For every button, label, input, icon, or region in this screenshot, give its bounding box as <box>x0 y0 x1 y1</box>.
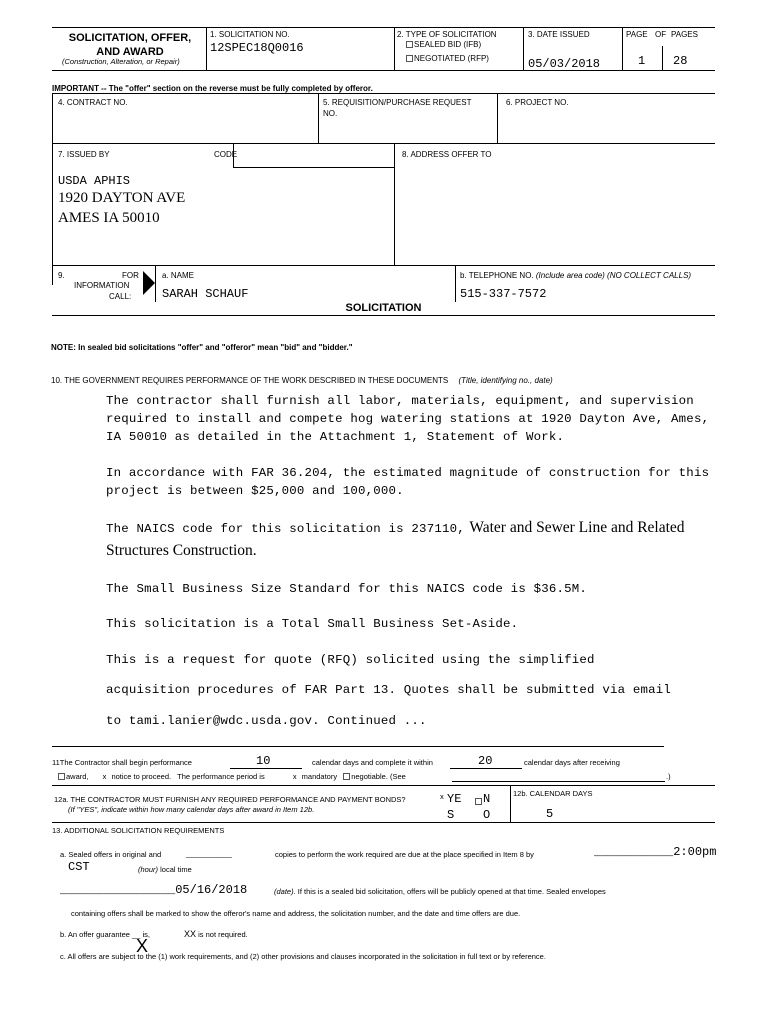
negotiated-checkbox[interactable] <box>406 55 413 62</box>
provisions-text: c. All offers are subject to the (1) work requirements, and (2) other provisions and clauses incorporated in the solicitation in full text or by reference. <box>60 952 546 961</box>
date-issued-label: 3. DATE ISSUED <box>528 30 590 39</box>
of-label: OF <box>655 30 667 39</box>
guarantee-blank: __ <box>132 930 141 939</box>
hour-label <box>138 865 192 874</box>
issuer-city: AMES IA 50010 <box>58 210 160 226</box>
date-issued-value: 05/03/2018 <box>528 57 601 71</box>
sealed-bid-option[interactable] <box>406 40 481 49</box>
due-date <box>60 883 247 897</box>
local-time-label: local time <box>160 865 192 874</box>
naics-paragraph <box>106 519 685 538</box>
no-label-2: O <box>483 808 491 822</box>
requisition-label-line2: NO. <box>323 109 338 118</box>
bonds-instruction: (If "YES", indicate within how many calendar days after award in Item 12b. <box>68 805 315 814</box>
due-time-blank: ___________ <box>594 845 674 859</box>
due-time-value: 2:00pm <box>673 845 717 859</box>
bonds-question: 12a. THE CONTRACTOR MUST FURNISH ANY REQUIRED PERFORMANCE AND PAYMENT BONDS? <box>54 795 406 804</box>
negotiable-checkbox[interactable] <box>343 773 350 780</box>
no-option[interactable] <box>475 791 483 809</box>
item11-text-a: 11The Contractor shall begin performance <box>52 758 192 767</box>
magnitude-line1: In accordance with FAR 36.204, the estimated magnitude of construction for this <box>106 466 710 480</box>
mandatory-x-mark: x <box>292 772 297 781</box>
page-number: 1 <box>638 54 646 68</box>
form-title <box>54 31 206 59</box>
important-notice: IMPORTANT -- The "offer" section on the reverse must be fully completed by offeror. <box>52 84 373 93</box>
yes-label-1: YE <box>447 792 462 806</box>
negotiated-option[interactable] <box>406 54 489 63</box>
item10-label-note: (Title, identifying no., date) <box>458 376 553 385</box>
telephone-label <box>460 271 691 280</box>
issuer-name: USDA APHIS <box>58 174 131 188</box>
telephone-label-main: b. TELEPHONE NO. <box>460 271 534 280</box>
item10-label-text: 10. THE GOVERNMENT REQUIRES PERFORMANCE OF THE WORK DESCRIBED IN THESE DOCUMENTS <box>51 376 449 385</box>
opening-text <box>274 887 606 896</box>
requisition-label-line1: 5. REQUISITION/PURCHASE REQUEST <box>323 98 472 107</box>
sealed-bid-label: SEALED BID (IFB) <box>414 40 482 49</box>
form-title-line1: SOLICITATION, OFFER, <box>68 32 192 44</box>
calendar-days-label: 12b. CALENDAR DAYS <box>513 789 593 798</box>
sealed-offers-text: a. Sealed offers in original and <box>60 850 162 859</box>
issued-by-label: 7. ISSUED BY <box>58 150 110 159</box>
calendar-days-value: 5 <box>546 807 554 821</box>
contact-name-label: a. NAME <box>162 271 195 280</box>
set-aside-paragraph: This solicitation is a Total Small Business Set-Aside. <box>106 617 519 631</box>
scope-paragraph <box>106 392 709 446</box>
for-label: FOR <box>122 271 139 280</box>
call-label: CALL: <box>109 292 132 301</box>
no-label-1: N <box>483 792 491 806</box>
item11-text-b: calendar days and complete it within <box>312 758 433 767</box>
sealed-bid-note: NOTE: In sealed bid solicitations "offer" and "offeror" mean "bid" and "bidder." <box>51 343 353 352</box>
sealed-bid-checkbox[interactable] <box>406 41 413 48</box>
pages-label: PAGES <box>671 30 698 39</box>
notice-label: notice to proceed. <box>111 772 172 781</box>
rfq-line2: acquisition procedures of FAR Part 13. Quotes shall be submitted via email <box>106 683 672 697</box>
magnitude-line2: project is between $25,000 and 100,000. <box>106 484 404 498</box>
information-label: INFORMATION <box>74 281 130 290</box>
guarantee-not-text: is not required. <box>198 930 248 939</box>
naics-line1-text: The NAICS code for this solicitation is 237110, <box>106 522 465 536</box>
envelope-text: containing offers shall be marked to show the offeror's name and address, the solicitation number, and the date and time offers are due. <box>71 909 521 918</box>
code-label: CODE <box>214 150 238 159</box>
no-label <box>483 791 490 823</box>
requisition-label <box>323 98 471 118</box>
rfq-line3: to tami.lanier@wdc.usda.gov. Continued ... <box>106 714 427 728</box>
solicitation-no-label: 1. SOLICITATION NO. <box>210 30 290 39</box>
guarantee-is: is, <box>142 930 150 939</box>
form-subtitle: (Construction, Alteration, or Repair) <box>62 57 180 66</box>
type-of-solicitation-label: 2. TYPE OF SOLICITATION <box>397 30 497 39</box>
total-pages: 28 <box>673 54 688 68</box>
due-time <box>594 845 716 859</box>
telephone-value: 515-337-7572 <box>460 287 547 301</box>
no-checkbox[interactable] <box>475 798 482 805</box>
address-offer-to-label: 8. ADDRESS OFFER TO <box>402 150 492 159</box>
yes-x-mark: x <box>440 792 444 801</box>
project-no-label: 6. PROJECT NO. <box>506 98 569 107</box>
opening-rest: If this is a sealed bid solicitation, offers will be publicly opened at that time. Sealed envelopes <box>297 887 606 896</box>
yes-option[interactable] <box>447 791 461 823</box>
naics-description: Water and Sewer Line and Related <box>469 519 685 536</box>
scope-line1: The contractor shall furnish all labor, materials, equipment, and supervision <box>106 394 694 408</box>
size-standard-paragraph: The Small Business Size Standard for this NAICS code is $36.5M. <box>106 582 588 596</box>
item13-title: 13. ADDITIONAL SOLICITATION REQUIREMENTS <box>52 826 225 835</box>
guarantee-x-mark: X <box>136 936 149 956</box>
contract-no-label: 4. CONTRACT NO. <box>58 98 128 107</box>
guarantee-xx: XX <box>184 929 197 939</box>
item11-close: .) <box>666 772 671 781</box>
arrow-right-icon <box>143 271 155 295</box>
guarantee-not-required <box>184 930 248 939</box>
contact-name-value: SARAH SCHAUF <box>162 287 249 301</box>
item10-label <box>51 376 553 385</box>
page-label: PAGE <box>626 30 648 39</box>
rfq-line1: This is a request for quote (RFQ) solicited using the simplified <box>106 653 595 667</box>
due-date-blank: ________________ <box>60 883 176 897</box>
naics-line2: Structures Construction. <box>106 542 257 559</box>
date-italic: (date). <box>274 887 296 896</box>
issuer-street: 1920 DAYTON AVE <box>58 190 186 206</box>
item11-line2 <box>58 772 406 781</box>
copies-text: copies to perform the work required are due at the place specified in Item 8 by <box>275 850 534 859</box>
mandatory-label: mandatory <box>301 772 338 781</box>
start-days: 10 <box>256 754 271 768</box>
award-checkbox[interactable] <box>58 773 65 780</box>
notice-x-mark: x <box>102 772 107 781</box>
due-date-value: 05/16/2018 <box>175 883 248 897</box>
section-title: SOLICITATION <box>345 302 422 314</box>
negotiated-label: NEGOTIATED (RFP) <box>414 54 489 63</box>
negotiable-label: negotiable. (See <box>351 772 406 781</box>
copies-blank: ___________ <box>186 849 232 858</box>
telephone-label-note: (Include area code) (NO COLLECT CALLS) <box>535 271 692 280</box>
time-zone: CST <box>68 860 90 874</box>
scope-line2: required to install and compete hog watering stations at 1920 Dayton Ave, Ames, <box>106 412 710 426</box>
item11-text-c: calendar days after receiving <box>524 758 620 767</box>
award-label: award, <box>66 772 89 781</box>
yes-label-2: S <box>447 808 455 822</box>
period-label: The performance period is <box>177 772 265 781</box>
completion-days: 20 <box>478 754 493 768</box>
form-title-line2: AND AWARD <box>96 46 164 58</box>
guarantee-label: b. An offer guarantee <box>60 930 130 939</box>
row9-number: 9. <box>58 271 65 280</box>
solicitation-no-value: 12SPEC18Q0016 <box>210 41 304 55</box>
hour-italic: (hour) <box>138 865 159 874</box>
magnitude-paragraph <box>106 464 709 500</box>
scope-line3: IA 50010 as detailed in the Attachment 1, Statement of Work. <box>106 430 565 444</box>
